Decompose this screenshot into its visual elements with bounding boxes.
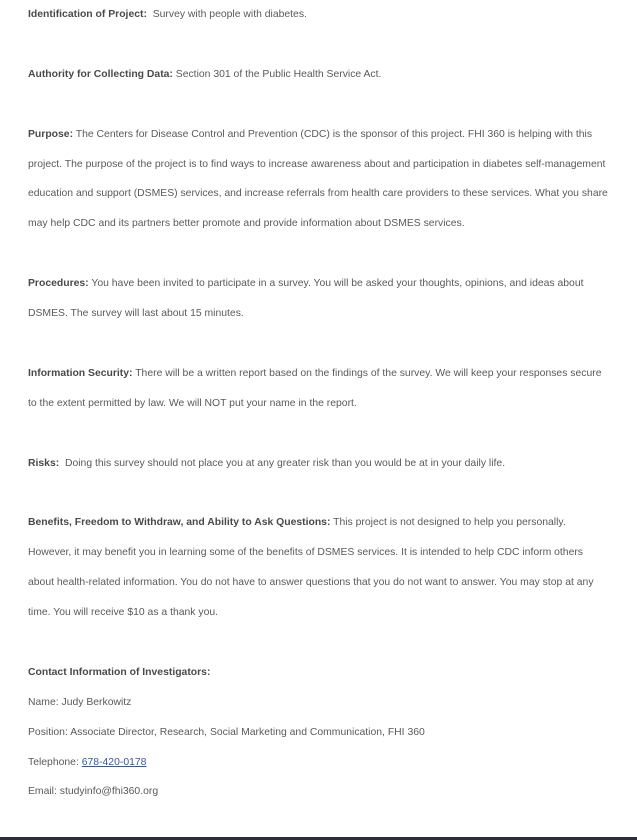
security-paragraph (28, 359, 608, 419)
identification-text: Survey with people with diabetes. (152, 9, 307, 20)
security-label: Information Security: (28, 367, 133, 379)
contact-position-line (28, 718, 608, 748)
authority-label: Authority for Collecting Data: (28, 68, 173, 80)
security-text: There will be a written report based on the findings of the survey. We will keep your responses secure to the extent permitted by law. We will NOT put your name in the report. (28, 367, 602, 409)
benefits-label: Benefits, Freedom to Withdraw, and Ability to Ask Questions: (28, 517, 331, 529)
benefits-paragraph (28, 508, 608, 628)
contact-position-label: Position: (28, 726, 68, 738)
procedures-label: Procedures: (28, 278, 89, 290)
contact-email: studyinfo@fhi360.org (59, 786, 159, 798)
purpose-label: Purpose: (28, 128, 74, 140)
contact-telephone-label: Telephone: (28, 756, 79, 768)
procedures-text: You have been invited to participate in a survey. You will be asked your thoughts, opinions, and ideas about DSMES. The survey will last about 15 minutes. (28, 278, 584, 320)
contact-email-label: Email: (28, 786, 57, 798)
contact-email-line (28, 777, 608, 807)
procedures-paragraph (28, 269, 608, 329)
authority-text: Section 301 of the Public Health Service Act. (175, 68, 382, 80)
consent-document (28, 0, 608, 807)
benefits-text: This project is not designed to help you personally. However, it may benefit you in learning some of the benefits of DSMES services. It is intended to help CDC inform others about health-related information. You do not have to answer questions that you do not want to answer. You may stop at any time. You will receive $10 as a thank you. (28, 517, 594, 619)
contact-name-line (28, 688, 608, 718)
contact-heading: Contact Information of Investigators: (28, 666, 211, 678)
risks-paragraph (28, 449, 608, 479)
contact-position: Associate Director, Research, Social Marketing and Communication, FHI 360 (70, 726, 425, 738)
purpose-paragraph (28, 120, 608, 240)
identification-paragraph (28, 0, 608, 30)
purpose-text: The Centers for Disease Control and Prevention (CDC) is the sponsor of this project. FHI 360 is helping with this project. The purpose of the project is to find ways to increase awareness about and participation in diabetes self-management education and support (DSMES) services, and increase referrals from health care providers to these services. What you share may help CDC and its partners better promote and provide information about DSMES services. (28, 128, 608, 230)
risks-label: Risks: (28, 457, 60, 469)
telephone-link[interactable]: 678-420-0178 (81, 756, 147, 768)
contact-name-label: Name: (28, 696, 59, 708)
contact-name: Judy Berkowitz (61, 696, 132, 708)
contact-telephone-line (28, 748, 608, 778)
identification-label: Identification of Project: (28, 9, 147, 20)
risks-text: Doing this survey should not place you at any greater risk than you would be at in your daily life. (64, 457, 506, 469)
authority-paragraph (28, 60, 608, 90)
